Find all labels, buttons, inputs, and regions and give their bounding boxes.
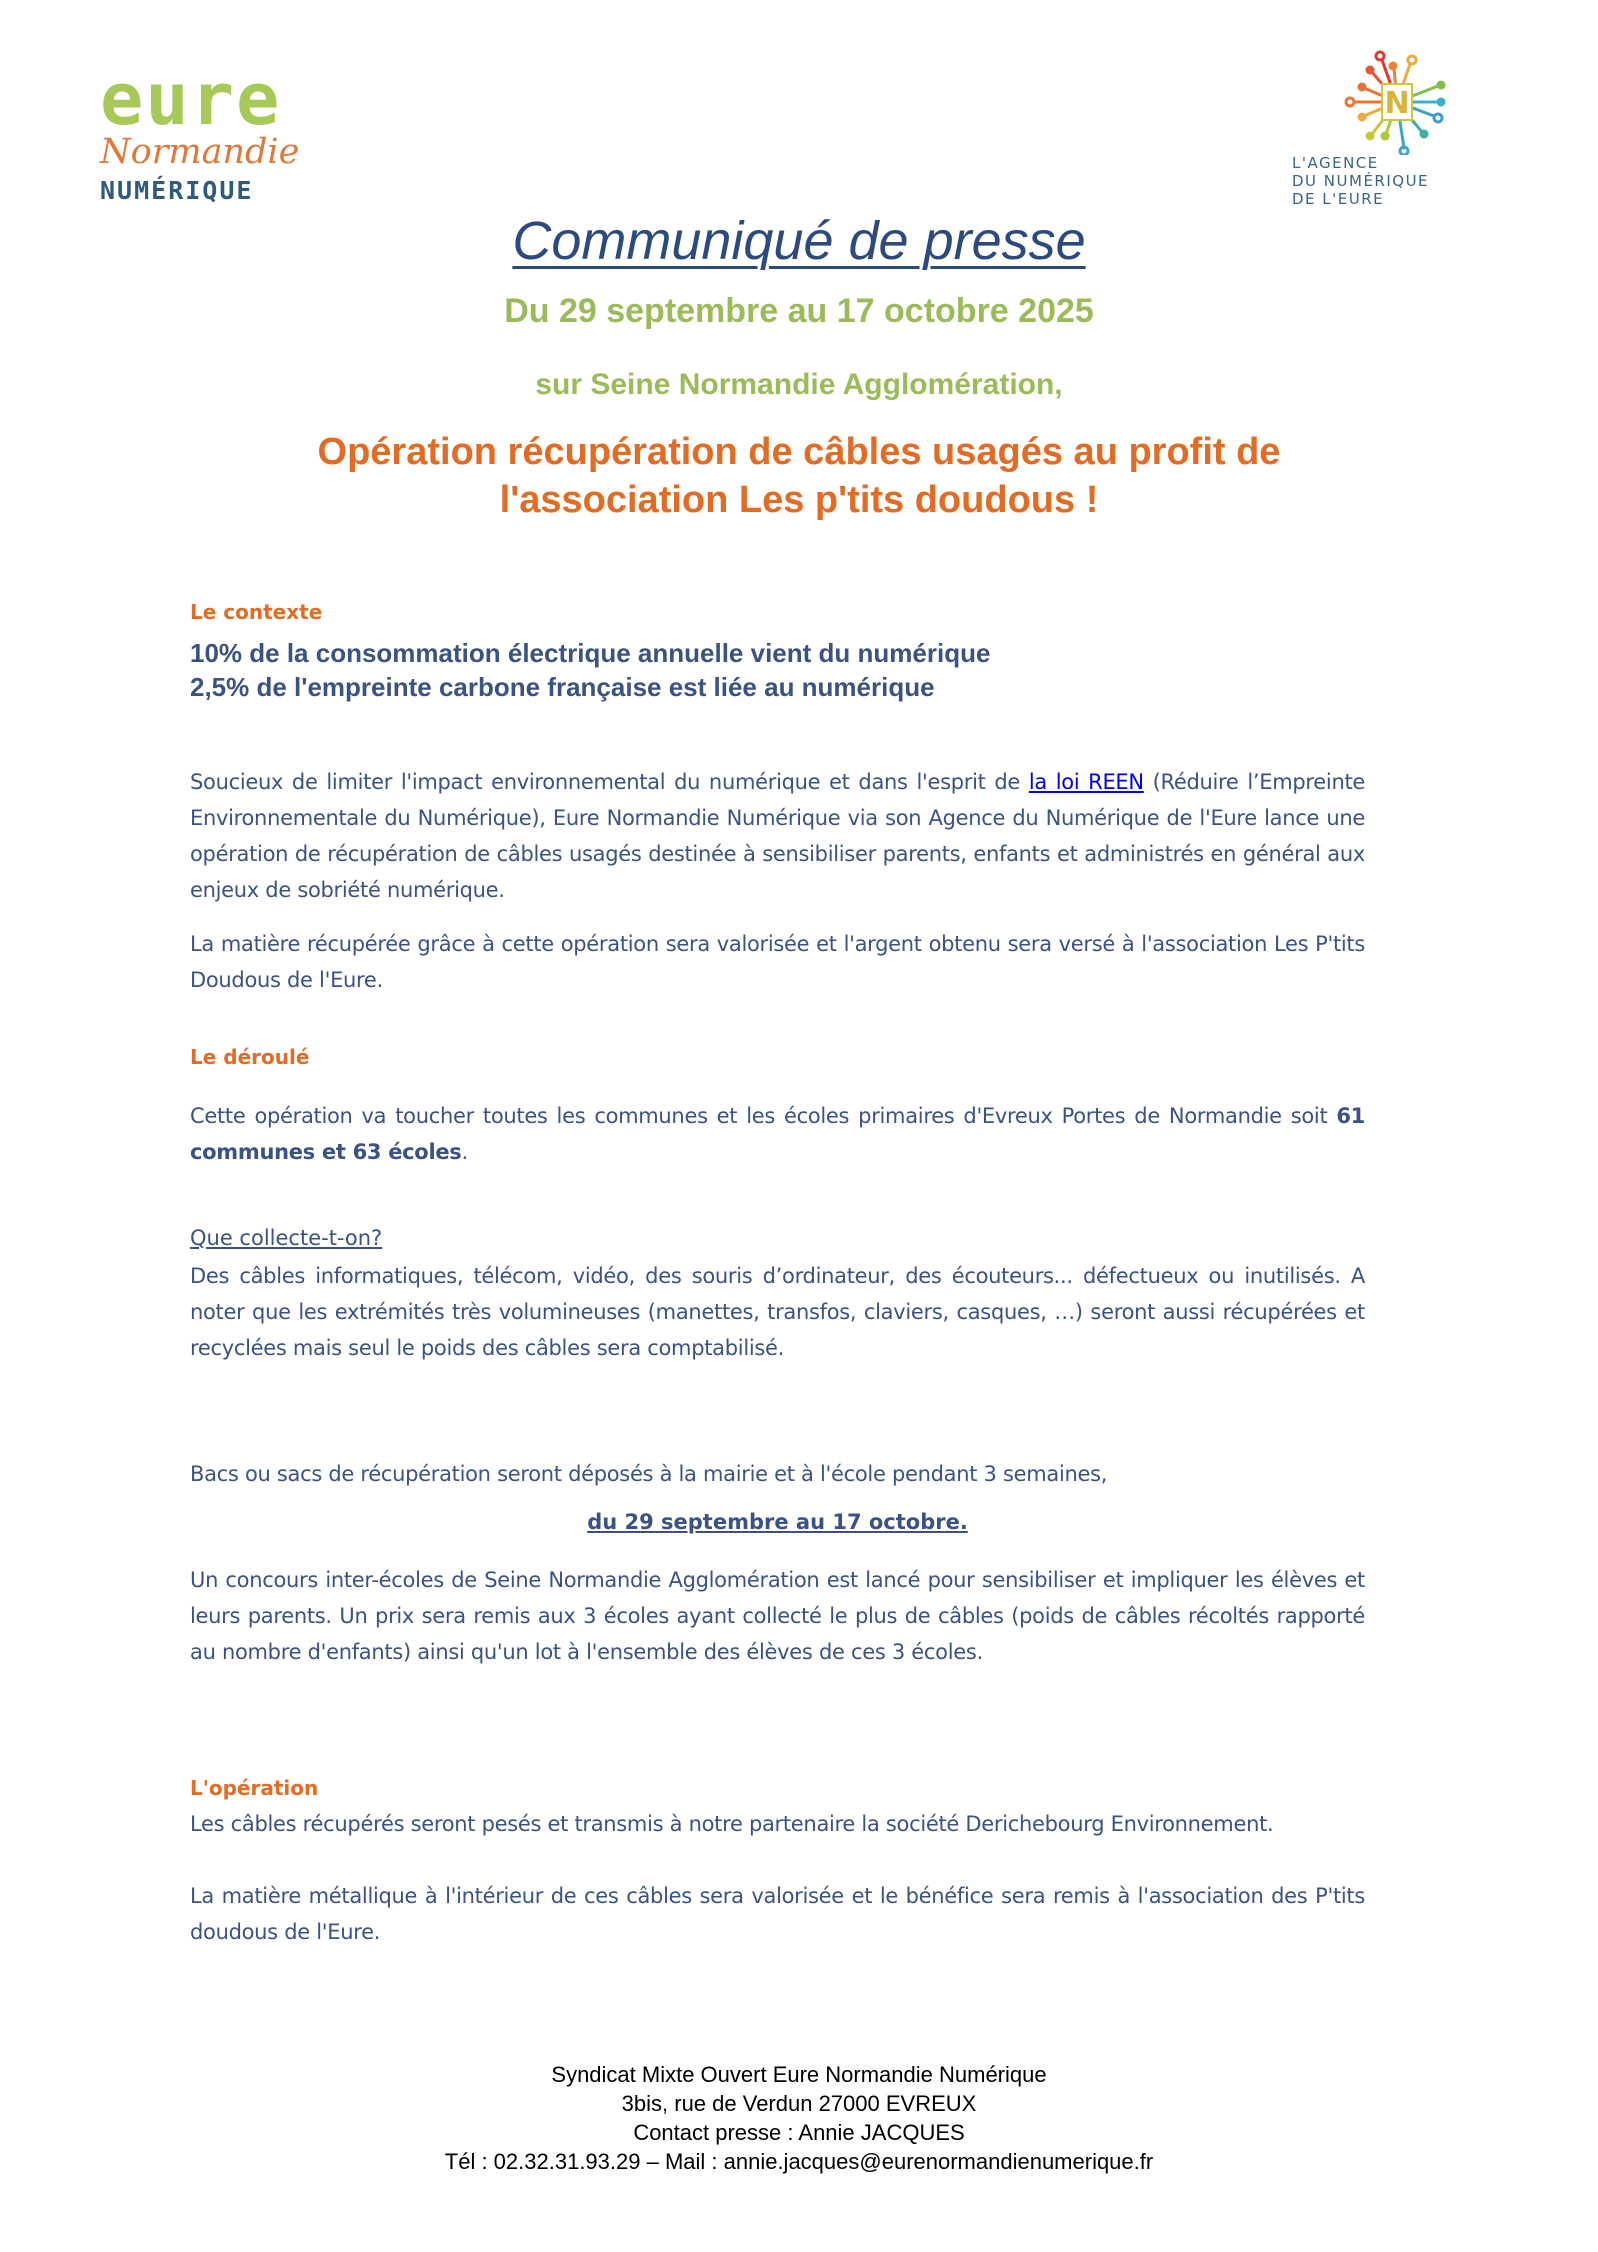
stat-electricity: 10% de la consommation électrique annuelle vient du numérique [190, 638, 991, 668]
deroule-paragraph-1 [190, 1098, 1365, 1170]
deroule-paragraph-3: Bacs ou sacs de récupération seront déposés à la mairie et à l'école pendant 3 semaines, [190, 1462, 1108, 1486]
footer-press-contact: Contact presse : Annie JACQUES [633, 2120, 965, 2145]
operation-paragraph-2: La matière métallique à l'intérieur de ces câbles sera valorisée et le bénéfice sera remis à l'association des P'tits doudous de l'Eure. [190, 1884, 1365, 1944]
deroule-paragraph-2: Des câbles informatiques, télécom, vidéo, des souris d’ordinateur, des écouteurs... défectueux ou inutilisés. A noter que les extrémités très volumineuses (manettes, transfos, claviers, casques, …) seront aussi récupérées et recyclées mais seul le poids des câbles sera comptabilisé. [190, 1264, 1365, 1360]
key-stats [190, 636, 1365, 704]
deroule-p1-text: Cette opération va toucher toutes les communes et les écoles primaires d'Evreux Portes de Normandie soit [190, 1104, 1337, 1128]
deroule-paragraph-4: Un concours inter-écoles de Seine Normandie Agglomération est lancé pour sensibiliser et impliquer les élèves et leurs parents. Un prix sera remis aux 3 écoles ayant collecté le plus de câbles (poids de câbles récoltés rapporté au nombre d'enfants) ainsi qu'un lot à l'ensemble des élèves de ces 3 écoles. [190, 1568, 1365, 1664]
agence-line-2: DU NUMÉRIQUE [1292, 172, 1430, 190]
agence-numerique-logo [1290, 50, 1490, 220]
headline-line-1: Opération récupération de câbles usagés au profit de [317, 431, 1281, 473]
network-n-icon [1342, 50, 1452, 155]
communes-count: 61 communes et 63 écoles [190, 1104, 1365, 1164]
eure-normandie-numerique-logo [100, 57, 340, 218]
agence-line-3: DE L'EURE [1292, 190, 1385, 208]
page-title [0, 210, 1598, 272]
collection-dates: du 29 septembre au 17 octobre. [587, 1510, 968, 1534]
logo-n-letter: N [1384, 86, 1410, 121]
event-place: sur Seine Normandie Agglomération, [535, 368, 1063, 401]
footer-contact [0, 2060, 1598, 2176]
contexte-p1-text-end: (Réduire l’Empreinte Environnementale du Numérique), Eure Normandie Numérique via son Agence du Numérique de l'Eure lance une opération de récupération de câbles usagés destinée à sensibiliser parents, enfants et administrés en général aux enjeux de sobriété numérique. [190, 770, 1366, 902]
section-heading-deroule: Le déroulé [190, 1045, 310, 1069]
headline-line-2: l'association Les p'tits doudous ! [499, 479, 1099, 521]
loi-reen-link[interactable]: la loi REEN [1028, 770, 1144, 794]
deroule-p1-end: . [461, 1140, 468, 1164]
contexte-paragraph-2: La matière récupérée grâce à cette opération sera valorisée et l'argent obtenu sera versé à l'association Les P'tits Doudous de l'Eure. [190, 932, 1365, 992]
section-heading-contexte: Le contexte [190, 600, 323, 624]
agence-line-1: L'AGENCE [1292, 154, 1379, 172]
logo-numerique-word: NUMÉRIQUE [100, 176, 254, 205]
page-title-text: Communiqué de presse [512, 211, 1086, 271]
logo-normandie-word: Normandie [100, 132, 300, 172]
stat-carbon: 2,5% de l'empreinte carbone française est liée au numérique [190, 672, 935, 702]
section-heading-operation: L'opération [190, 1776, 319, 1800]
logo-eure-word: eure [100, 57, 282, 141]
headline [0, 428, 1598, 524]
contexte-paragraph-1 [190, 764, 1365, 908]
agence-logo-text [1292, 154, 1429, 208]
subheading-que-collecte: Que collecte-t-on? [190, 1226, 383, 1250]
footer-organization: Syndicat Mixte Ouvert Eure Normandie Numérique [551, 2062, 1047, 2087]
event-dates: Du 29 septembre au 17 octobre 2025 [504, 292, 1094, 330]
footer-address: 3bis, rue de Verdun 27000 EVREUX [621, 2091, 977, 2116]
contexte-p1-text: Soucieux de limiter l'impact environnemental du numérique et dans l'esprit de [190, 770, 1029, 794]
operation-paragraph-1: Les câbles récupérés seront pesés et transmis à notre partenaire la société Derichebourg Environnement. [190, 1812, 1274, 1836]
footer-phone-mail: Tél : 02.32.31.93.29 – Mail : annie.jacques@eurenormandienumerique.fr [444, 2149, 1154, 2174]
